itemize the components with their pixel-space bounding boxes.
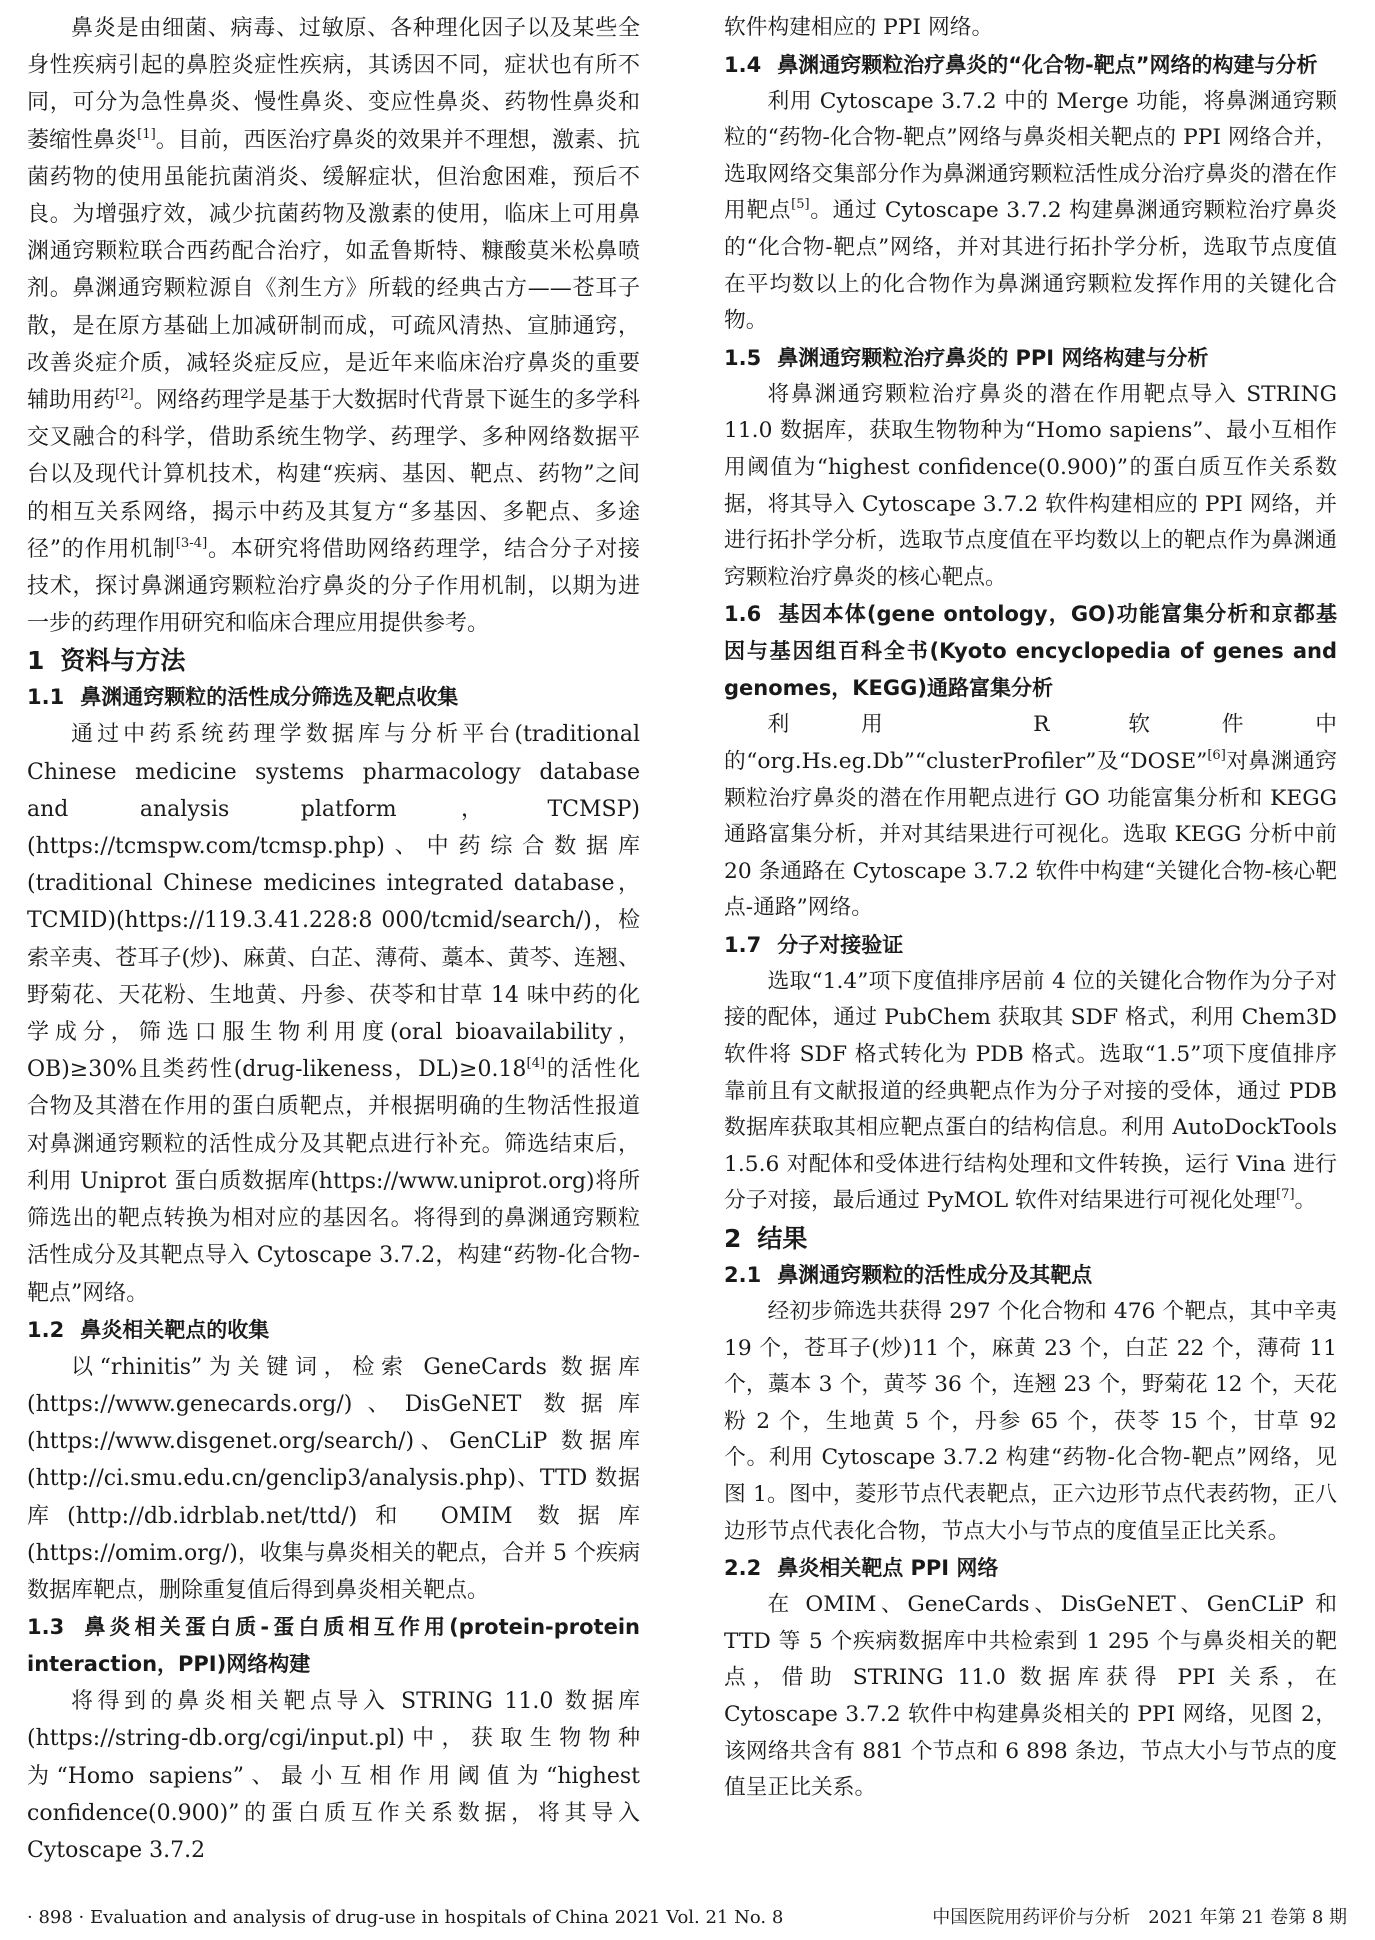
subsection-heading: 1.6 基因本体(gene ontology，GO)功能富集分析和京都基因与基因组百科全书(Kyoto encyclopedia of genes and genomes，KEGG)通路富集分析	[724, 602, 1337, 701]
body-paragraph: 将鼻渊通窍颗粒治疗鼻炎的潜在作用靶点导入 STRING 11.0 数据库，获取生物物种为“Homo sapiens”、最小互相作用阈值为“highest confidence(0.900)”的蛋白质互作关系数据，将其导入 Cytoscape 3.7.2 软件构建相应的 PPI 网络，并进行拓扑学分析，选取节点度值在平均数以上的靶点作为鼻渊通窍颗粒治疗鼻炎的核心靶点。	[724, 381, 1337, 590]
footer-journal-chinese: 中国医院用药评价与分析 2021 年第 21 卷第 8 期	[932, 1907, 1347, 1928]
body-paragraph: 通过中药系统药理学数据库与分析平台(traditional Chinese medicine systems pharmacology database and analysis platform，TCMSP)(https://tcmspw.com/tcmsp.php)、中药综合数据库(traditional Chinese medicines integrated database，TCMID)(https://119.3.41.228:8 000/tcmid/search/)，检索辛夷、苍耳子(炒)、麻黄、白芷、薄荷、藁本、黄芩、连翘、野菊花、天花粉、生地黄、丹参、茯苓和甘草 14 味中药的化学成分，筛选口服生物利用度(oral bioavailability，OB)≥30%且类药性(drug-likeness，DL)≥0.18[4]的活性化合物及其潜在作用的蛋白质靶点，并根据明确的生物活性报道对鼻渊通窍颗粒的活性成分及其靶点进行补充。筛选结束后，利用 Uniprot 蛋白质数据库(https://www.uniprot.org)将所筛选出的靶点转换为相对应的基因名。将得到的鼻渊通窍颗粒活性成分及其靶点导入 Cytoscape 3.7.2，构建“药物-化合物-靶点”网络。	[27, 722, 640, 1306]
section-heading: 2 结果	[724, 1224, 808, 1254]
subsection-heading: 1.4 鼻渊通窍颗粒治疗鼻炎的“化合物-靶点”网络的构建与分析	[724, 52, 1318, 77]
right-column	[724, 10, 1337, 1807]
body-paragraph: 以“rhinitis”为关键词，检索 GeneCards 数据库(https://www.genecards.org/)、DisGeNET 数据库(https://www.disgenet.org/search/)、GenCLiP 数据库(http://ci.smu.edu.cn/genclip3/analysis.php)、TTD 数据库(http://db.idrblab.net/ttd/)和 OMIM 数据库(https://omim.org/)，收集与鼻炎相关的靶点，合并 5 个疾病数据库靶点，删除重复值后得到鼻炎相关靶点。	[27, 1354, 640, 1603]
citation: [1]	[137, 126, 156, 142]
citation: [2]	[115, 386, 134, 402]
footer-journal-english: · 898 · Evaluation and analysis of drug-use in hospitals of China 2021 Vol. 21 No. 8	[27, 1907, 784, 1928]
left-column	[27, 10, 640, 1869]
body-paragraph: 选取“1.4”项下度值排序居前 4 位的关键化合物作为分子对接的配体，通过 PubChem 获取其 SDF 格式，利用 Chem3D 软件将 SDF 格式转化为 PDB 格式。选取“1.5”项下度值排序靠前且有文献报道的经典靶点作为分子对接的受体，通过 PDB 数据库获取其相应靶点蛋白的结构信息。利用 AutoDockTools 1.5.6 对配体和受体进行结构处理和文件转换，运行 Vina 进行分子对接，最后通过 PyMOL 软件对结果进行可视化处理[7]。	[724, 968, 1337, 1214]
body-paragraph: 软件构建相应的 PPI 网络。	[724, 15, 994, 40]
subsection-heading: 1.3 鼻炎相关蛋白质-蛋白质相互作用(protein-protein interaction，PPI)网络构建	[27, 1615, 640, 1677]
subsection-heading: 1.5 鼻渊通窍颗粒治疗鼻炎的 PPI 网络构建与分析	[724, 345, 1209, 370]
body-paragraph: 在 OMIM、GeneCards、DisGeNET、GenCLiP 和 TTD 等 5 个疾病数据库中共检索到 1 295 个与鼻炎相关的靶点，借助 STRING 11.0 数据库获得 PPI 关系，在 Cytoscape 3.7.2 软件中构建鼻炎相关的 PPI 网络，见图 2，该网络共含有 881 个节点和 6 898 条边，节点大小与节点的度值呈正比关系。	[724, 1592, 1337, 1801]
subsection-heading: 1.1 鼻渊通窍颗粒的活性成分筛选及靶点收集	[27, 685, 459, 710]
section-heading: 1 资料与方法	[27, 646, 186, 676]
citation: [6]	[1207, 747, 1226, 763]
subsection-heading: 1.7 分子对接验证	[724, 932, 904, 957]
citation: [7]	[1276, 1187, 1295, 1203]
page-footer	[27, 1905, 1347, 1931]
citation: [3-4]	[175, 535, 208, 551]
body-paragraph: 将得到的鼻炎相关靶点导入 STRING 11.0 数据库(https://string-db.org/cgi/input.pl)中，获取生物物种为“Homo sapiens”、最小互相作用阈值为“highest confidence(0.900)”的蛋白质互作关系数据，将其导入 Cytoscape 3.7.2	[27, 1689, 640, 1863]
citation: [5]	[791, 197, 810, 213]
subsection-heading: 1.2 鼻炎相关靶点的收集	[27, 1317, 270, 1342]
body-paragraph: 经初步筛选共获得 297 个化合物和 476 个靶点，其中辛夷 19 个，苍耳子(炒)11 个，麻黄 23 个，白芷 22 个，薄荷 11 个，藁本 3 个，黄芩 36 个，连翘 23 个，野菊花 12 个，天花粉 2 个，生地黄 5 个，丹参 65 个，茯苓 15 个，甘草 92 个。利用 Cytoscape 3.7.2 构建“药物-化合物-靶点”网络，见图 1。图中，菱形节点代表靶点，正六边形节点代表药物，正八边形节点代表化合物，节点大小与节点的度值呈正比关系。	[724, 1299, 1337, 1544]
body-paragraph: 利用 Cytoscape 3.7.2 中的 Merge 功能，将鼻渊通窍颗粒的“药物-化合物-靶点”网络与鼻炎相关靶点的 PPI 网络合并，选取网络交集部分作为鼻渊通窍颗粒活性成分治疗鼻炎的潜在作用靶点[5]。通过 Cytoscape 3.7.2 构建鼻渊通窍颗粒治疗鼻炎的“化合物-靶点”网络，并对其进行拓扑学分析，选取节点度值在平均数以上的化合物作为鼻渊通窍颗粒发挥作用的关键化合物。	[724, 88, 1338, 334]
body-paragraph: 利用 R 软件中的“org.Hs.eg.Db”“clusterProfiler”及“DOSE”[6]对鼻渊通窍颗粒治疗鼻炎的潜在作用靶点进行 GO 功能富集分析和 KEGG 通路富集分析，并对其结果进行可视化。选取 KEGG 分析中前 20 条通路在 Cytoscape 3.7.2 软件中构建“关键化合物-核心靶点-通路”网络。	[724, 712, 1337, 921]
subsection-heading: 2.2 鼻炎相关靶点 PPI 网络	[724, 1556, 999, 1581]
subsection-heading: 2.1 鼻渊通窍颗粒的活性成分及其靶点	[724, 1263, 1093, 1288]
intro-paragraph: 鼻炎是由细菌、病毒、过敏原、各种理化因子以及某些全身性疾病引起的鼻腔炎症性疾病，其诱因不同，症状也有所不同，可分为急性鼻炎、慢性鼻炎、变应性鼻炎、药物性鼻炎和萎缩性鼻炎[1]。目前，西医治疗鼻炎的效果并不理想，激素、抗菌药物的使用虽能抗菌消炎、缓解症状，但治愈困难，预后不良。为增强疗效，减少抗菌药物及激素的使用，临床上可用鼻渊通窍颗粒联合西药配合治疗，如孟鲁斯特、糠酸莫米松鼻喷剂。鼻渊通窍颗粒源自《剂生方》所载的经典古方——苍耳子散，是在原方基础上加减研制而成，可疏风清热、宣肺通窍，改善炎症介质，减轻炎症反应，是近年来临床治疗鼻炎的重要辅助用药[2]。网络药理学是基于大数据时代背景下诞生的多学科交叉融合的科学，借助系统生物学、药理学、多种网络数据平台以及现代计算机技术，构建“疾病、基因、靶点、药物”之间的相互关系网络，揭示中药及其复方“多基因、多靶点、多途径”的作用机制[3-4]。本研究将借助网络药理学，结合分子对接技术，探讨鼻渊通窍颗粒治疗鼻炎的分子作用机制，以期为进一步的药理作用研究和临床合理应用提供参考。	[27, 16, 640, 637]
citation: [4]	[526, 1056, 546, 1072]
